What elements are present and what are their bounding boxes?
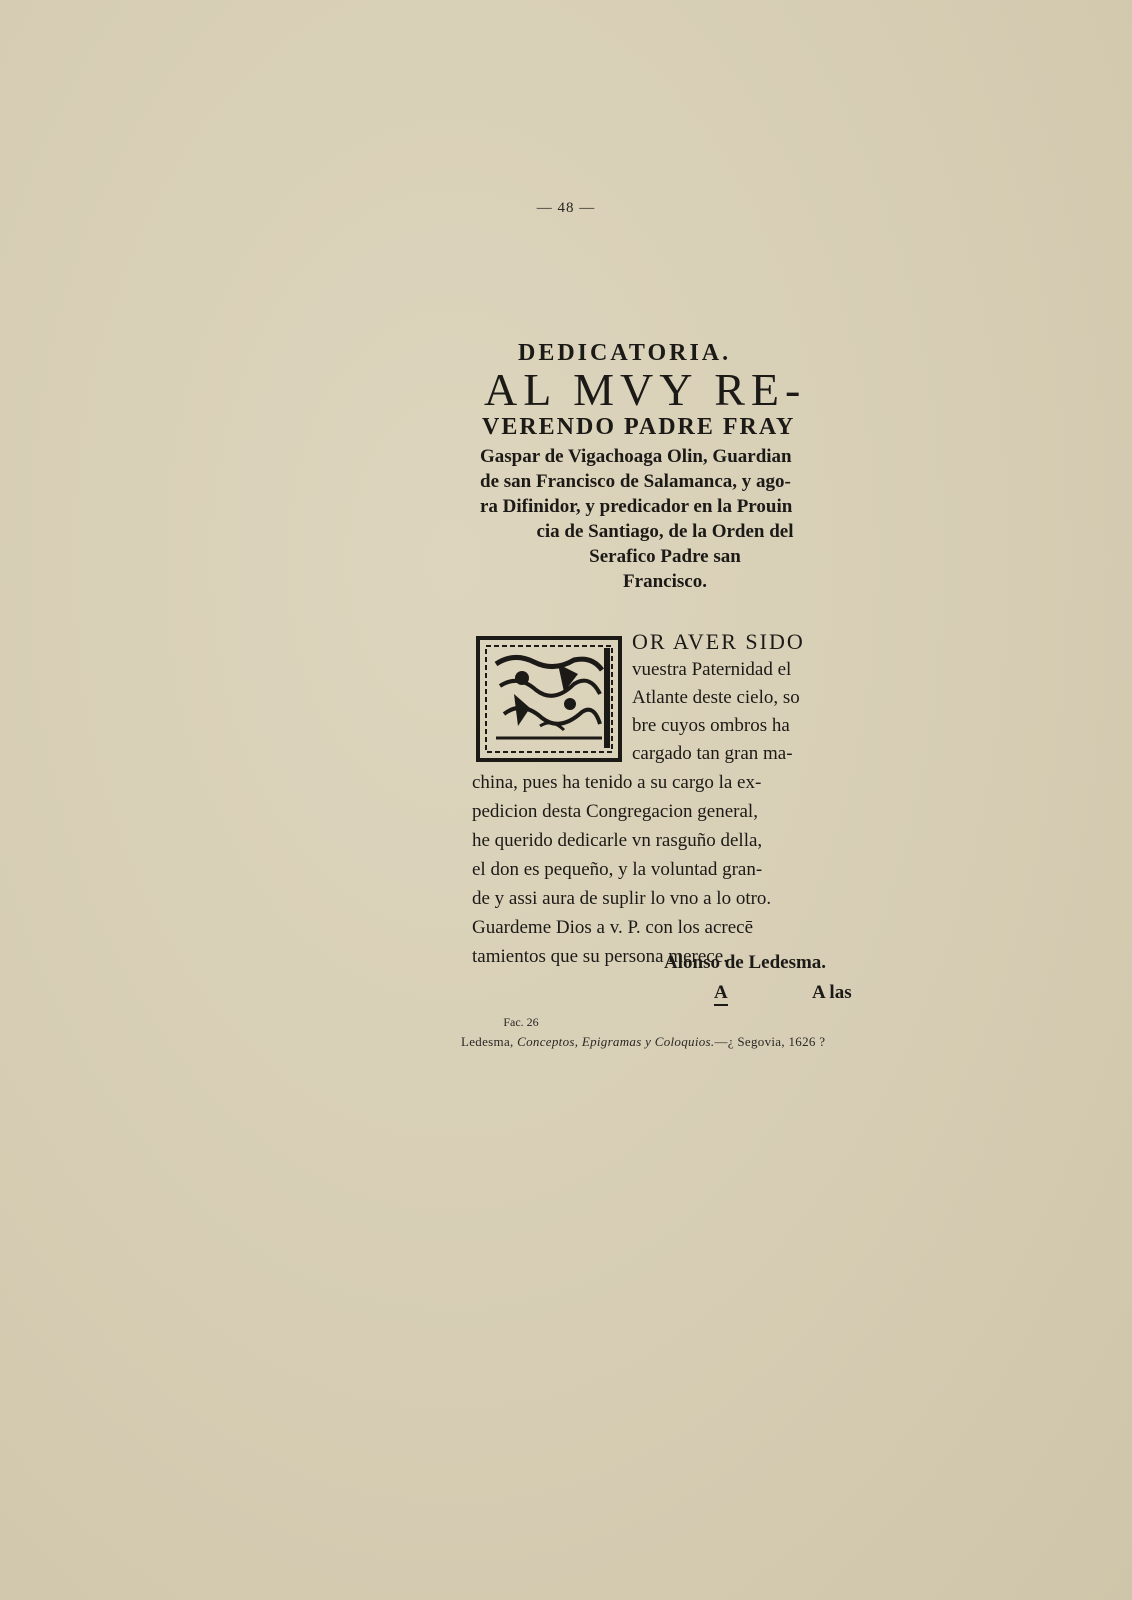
- body-line: tamientos que su persona merece.: [472, 946, 728, 967]
- dedication-heading: [480, 444, 880, 594]
- body-line: Atlante deste cielo, so: [632, 687, 800, 708]
- title-line-1: AL MVY RE-: [484, 364, 807, 415]
- body-line: cargado tan gran ma-: [632, 743, 793, 764]
- heading-line: ra Difinidor, y predicador en la Prouin: [480, 496, 793, 517]
- caption-imprint: —¿ Segovia, 1626 ?: [714, 1034, 826, 1049]
- dropcap-text: [632, 628, 877, 768]
- body-line: de y assi aura de suplir lo vno a lo otro.: [472, 888, 772, 909]
- heading-line: de san Francisco de Salamanca, y ago-: [480, 471, 791, 492]
- caption-author: Ledesma,: [461, 1034, 514, 1049]
- woodcut-initial-icon: [474, 634, 624, 764]
- body-line: OR AVER SIDO: [632, 629, 805, 654]
- body-line: pedicion desta Congregacion general,: [472, 801, 758, 822]
- body-line: el don es pequeño, y la voluntad gran-: [472, 859, 763, 880]
- signature-mark: A: [714, 982, 728, 1006]
- catchword: A las: [812, 982, 852, 1003]
- heading-line: Serafico Padre san: [589, 546, 741, 567]
- heading-line: Gaspar de Vigachoaga Olin, Guardian: [480, 446, 792, 467]
- page-number: — 48 —: [536, 200, 596, 216]
- body-line: he querido dedicarle vn rasguño della,: [472, 830, 763, 851]
- body-line: china, pues ha tenido a su cargo la ex-: [472, 772, 762, 793]
- heading-line: Francisco.: [623, 571, 707, 592]
- figure-label: Fac. 26: [503, 1015, 539, 1029]
- title-line-2: VERENDO PADRE FRAY: [482, 414, 796, 440]
- body-line: Guardeme Dios a v. P. con los acrecē: [472, 917, 754, 938]
- signature: Alonso de Ledesma.: [664, 952, 827, 973]
- body-line: bre cuyos ombros ha: [632, 715, 790, 736]
- dedication-body: [472, 768, 872, 971]
- dedication-label: DEDICATORIA.: [518, 340, 732, 366]
- facsimile-print: [472, 330, 884, 1020]
- figure-caption: [461, 1034, 825, 1050]
- heading-line: cia de Santiago, de la Orden del: [536, 521, 794, 542]
- body-line: vuestra Paternidad el: [632, 659, 792, 680]
- caption-work-title: Conceptos, Epigramas y Coloquios.: [517, 1034, 715, 1049]
